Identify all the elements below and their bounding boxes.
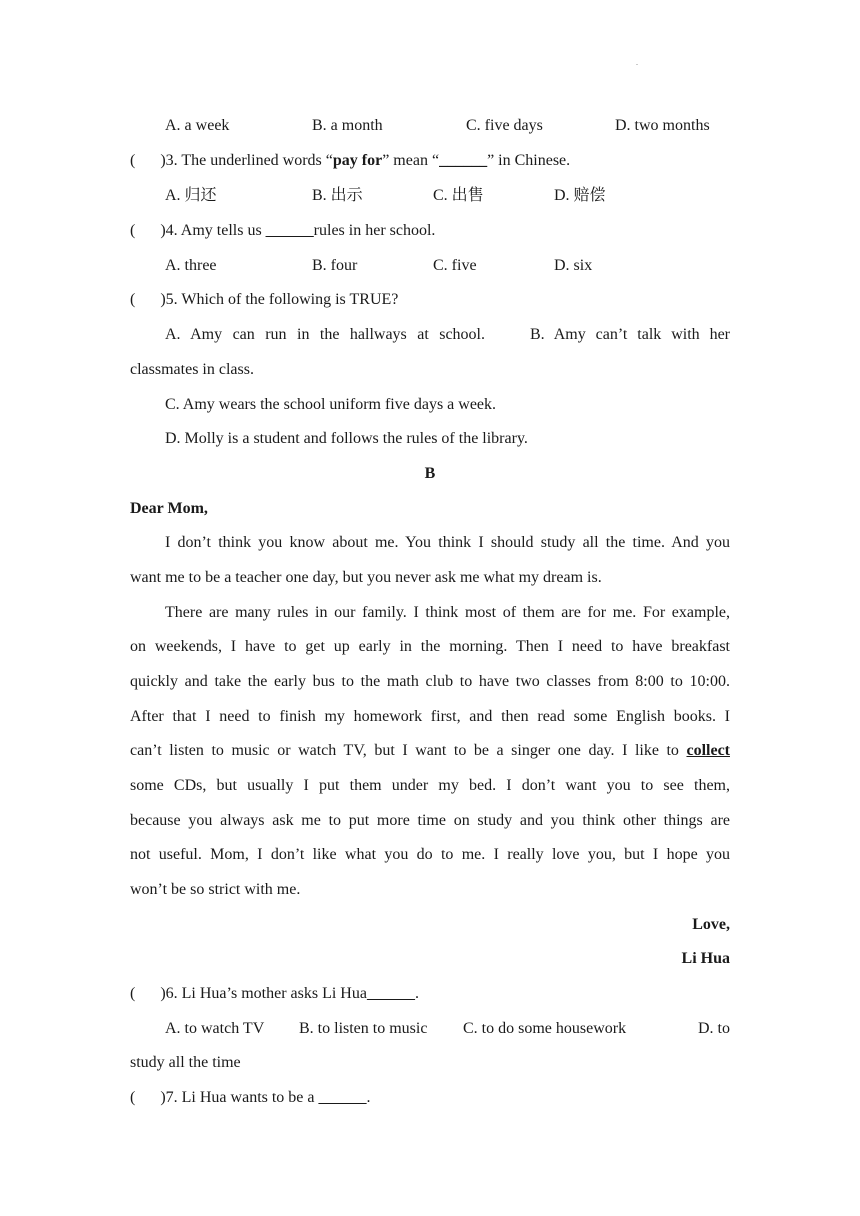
question-4 [130, 221, 435, 241]
q5-option-b: B. Amy can’t talk with her [530, 326, 730, 343]
question-3 [130, 151, 570, 171]
q2-option-d: D. two months [615, 117, 710, 134]
q3-text: )3. The underlined words “ [160, 152, 333, 169]
q3-option-d: D. 赔偿 [554, 187, 606, 204]
letter-closing: Love, [692, 916, 730, 933]
q7-paren: ( [130, 1089, 136, 1106]
section-heading-b: B [424, 465, 436, 482]
letter-p2-line1: There are many rules in our family. I think most of them are for me. For example, [165, 604, 730, 621]
q3-blank: ______ [439, 152, 488, 169]
q4-option-c: C. five [433, 257, 477, 274]
question-7 [130, 1088, 371, 1108]
q3-paren: ( [130, 152, 136, 169]
q7-end: . [366, 1089, 371, 1106]
letter-p2-line7: because you always ask me to put more time on study and you think other things are [130, 812, 730, 829]
q6-blank: ______ [366, 985, 415, 1002]
underlined-word-collect: collect [686, 742, 730, 759]
letter-p2-line3: quickly and take the early bus to the math club to have two classes from 8:00 to 10:00. [130, 673, 730, 690]
q6-option-d-cont: study all the time [130, 1054, 241, 1071]
letter-p2-line6: some CDs, but usually I put them under my bed. I don’t want you to see them, [130, 777, 730, 794]
q6-option-b: B. to listen to music [299, 1020, 428, 1037]
letter-p2-line5 [130, 741, 730, 761]
q2-option-a: A. a week [165, 117, 230, 134]
q6-option-d: D. to [698, 1020, 730, 1037]
q4-end: rules in her school. [313, 222, 436, 239]
q7-text: )7. Li Hua wants to be a [160, 1089, 319, 1106]
q4-paren: ( [130, 222, 136, 239]
q5-option-c: C. Amy wears the school uniform five days a week. [165, 396, 497, 413]
q4-option-b: B. four [312, 257, 358, 274]
q7-blank: ______ [318, 1089, 367, 1106]
q5-option-a: A. Amy can run in the hallways at school. [165, 326, 485, 343]
letter-p2-line8: not useful. Mom, I don’t like what you do to me. I really love you, but I hope you [130, 846, 730, 863]
q6-option-c: C. to do some housework [463, 1020, 627, 1037]
letter-greeting: Dear Mom, [130, 500, 208, 517]
q5-text: )5. Which of the following is TRUE? [160, 291, 399, 308]
q5-paren: ( [130, 291, 136, 308]
q5-option-b-cont: classmates in class. [130, 361, 254, 378]
q3-bold-phrase: pay for [332, 152, 383, 169]
letter-p2-line9: won’t be so strict with me. [130, 881, 301, 898]
letter-p2-line5-text: can’t listen to music or watch TV, but I want to be a singer one day. I like to [130, 742, 687, 759]
q3-option-b: B. 出示 [312, 187, 363, 204]
letter-p2-line4: After that I need to finish my homework first, and then read some English books. I [130, 708, 730, 725]
q3-option-c: C. 出售 [433, 187, 484, 204]
q3-end: ” in Chinese. [487, 152, 571, 169]
letter-signature: Li Hua [681, 950, 730, 967]
q2-option-c: C. five days [466, 117, 543, 134]
question-5 [130, 290, 398, 310]
q6-end: . [414, 985, 419, 1002]
q6-option-a: A. to watch TV [165, 1020, 265, 1037]
q6-paren: ( [130, 985, 136, 1002]
q4-blank: ______ [265, 222, 314, 239]
header-mark: . [636, 58, 638, 67]
letter-p2-line2: on weekends, I have to get up early in the morning. Then I need to have breakfast [130, 638, 730, 655]
q4-option-a: A. three [165, 257, 217, 274]
q2-option-b: B. a month [312, 117, 383, 134]
letter-p1-line2: want me to be a teacher one day, but you never ask me what my dream is. [130, 569, 602, 586]
q3-option-a: A. 归还 [165, 187, 217, 204]
q6-text: )6. Li Hua’s mother asks Li Hua [160, 985, 367, 1002]
letter-p1-line1: I don’t think you know about me. You think I should study all the time. And you [165, 534, 730, 551]
q4-text: )4. Amy tells us [160, 222, 266, 239]
q4-option-d: D. six [554, 257, 593, 274]
q3-mid: ” mean “ [382, 152, 440, 169]
question-6 [130, 984, 419, 1004]
q5-option-d: D. Molly is a student and follows the rules of the library. [165, 430, 528, 447]
q5-options-row [165, 325, 730, 345]
